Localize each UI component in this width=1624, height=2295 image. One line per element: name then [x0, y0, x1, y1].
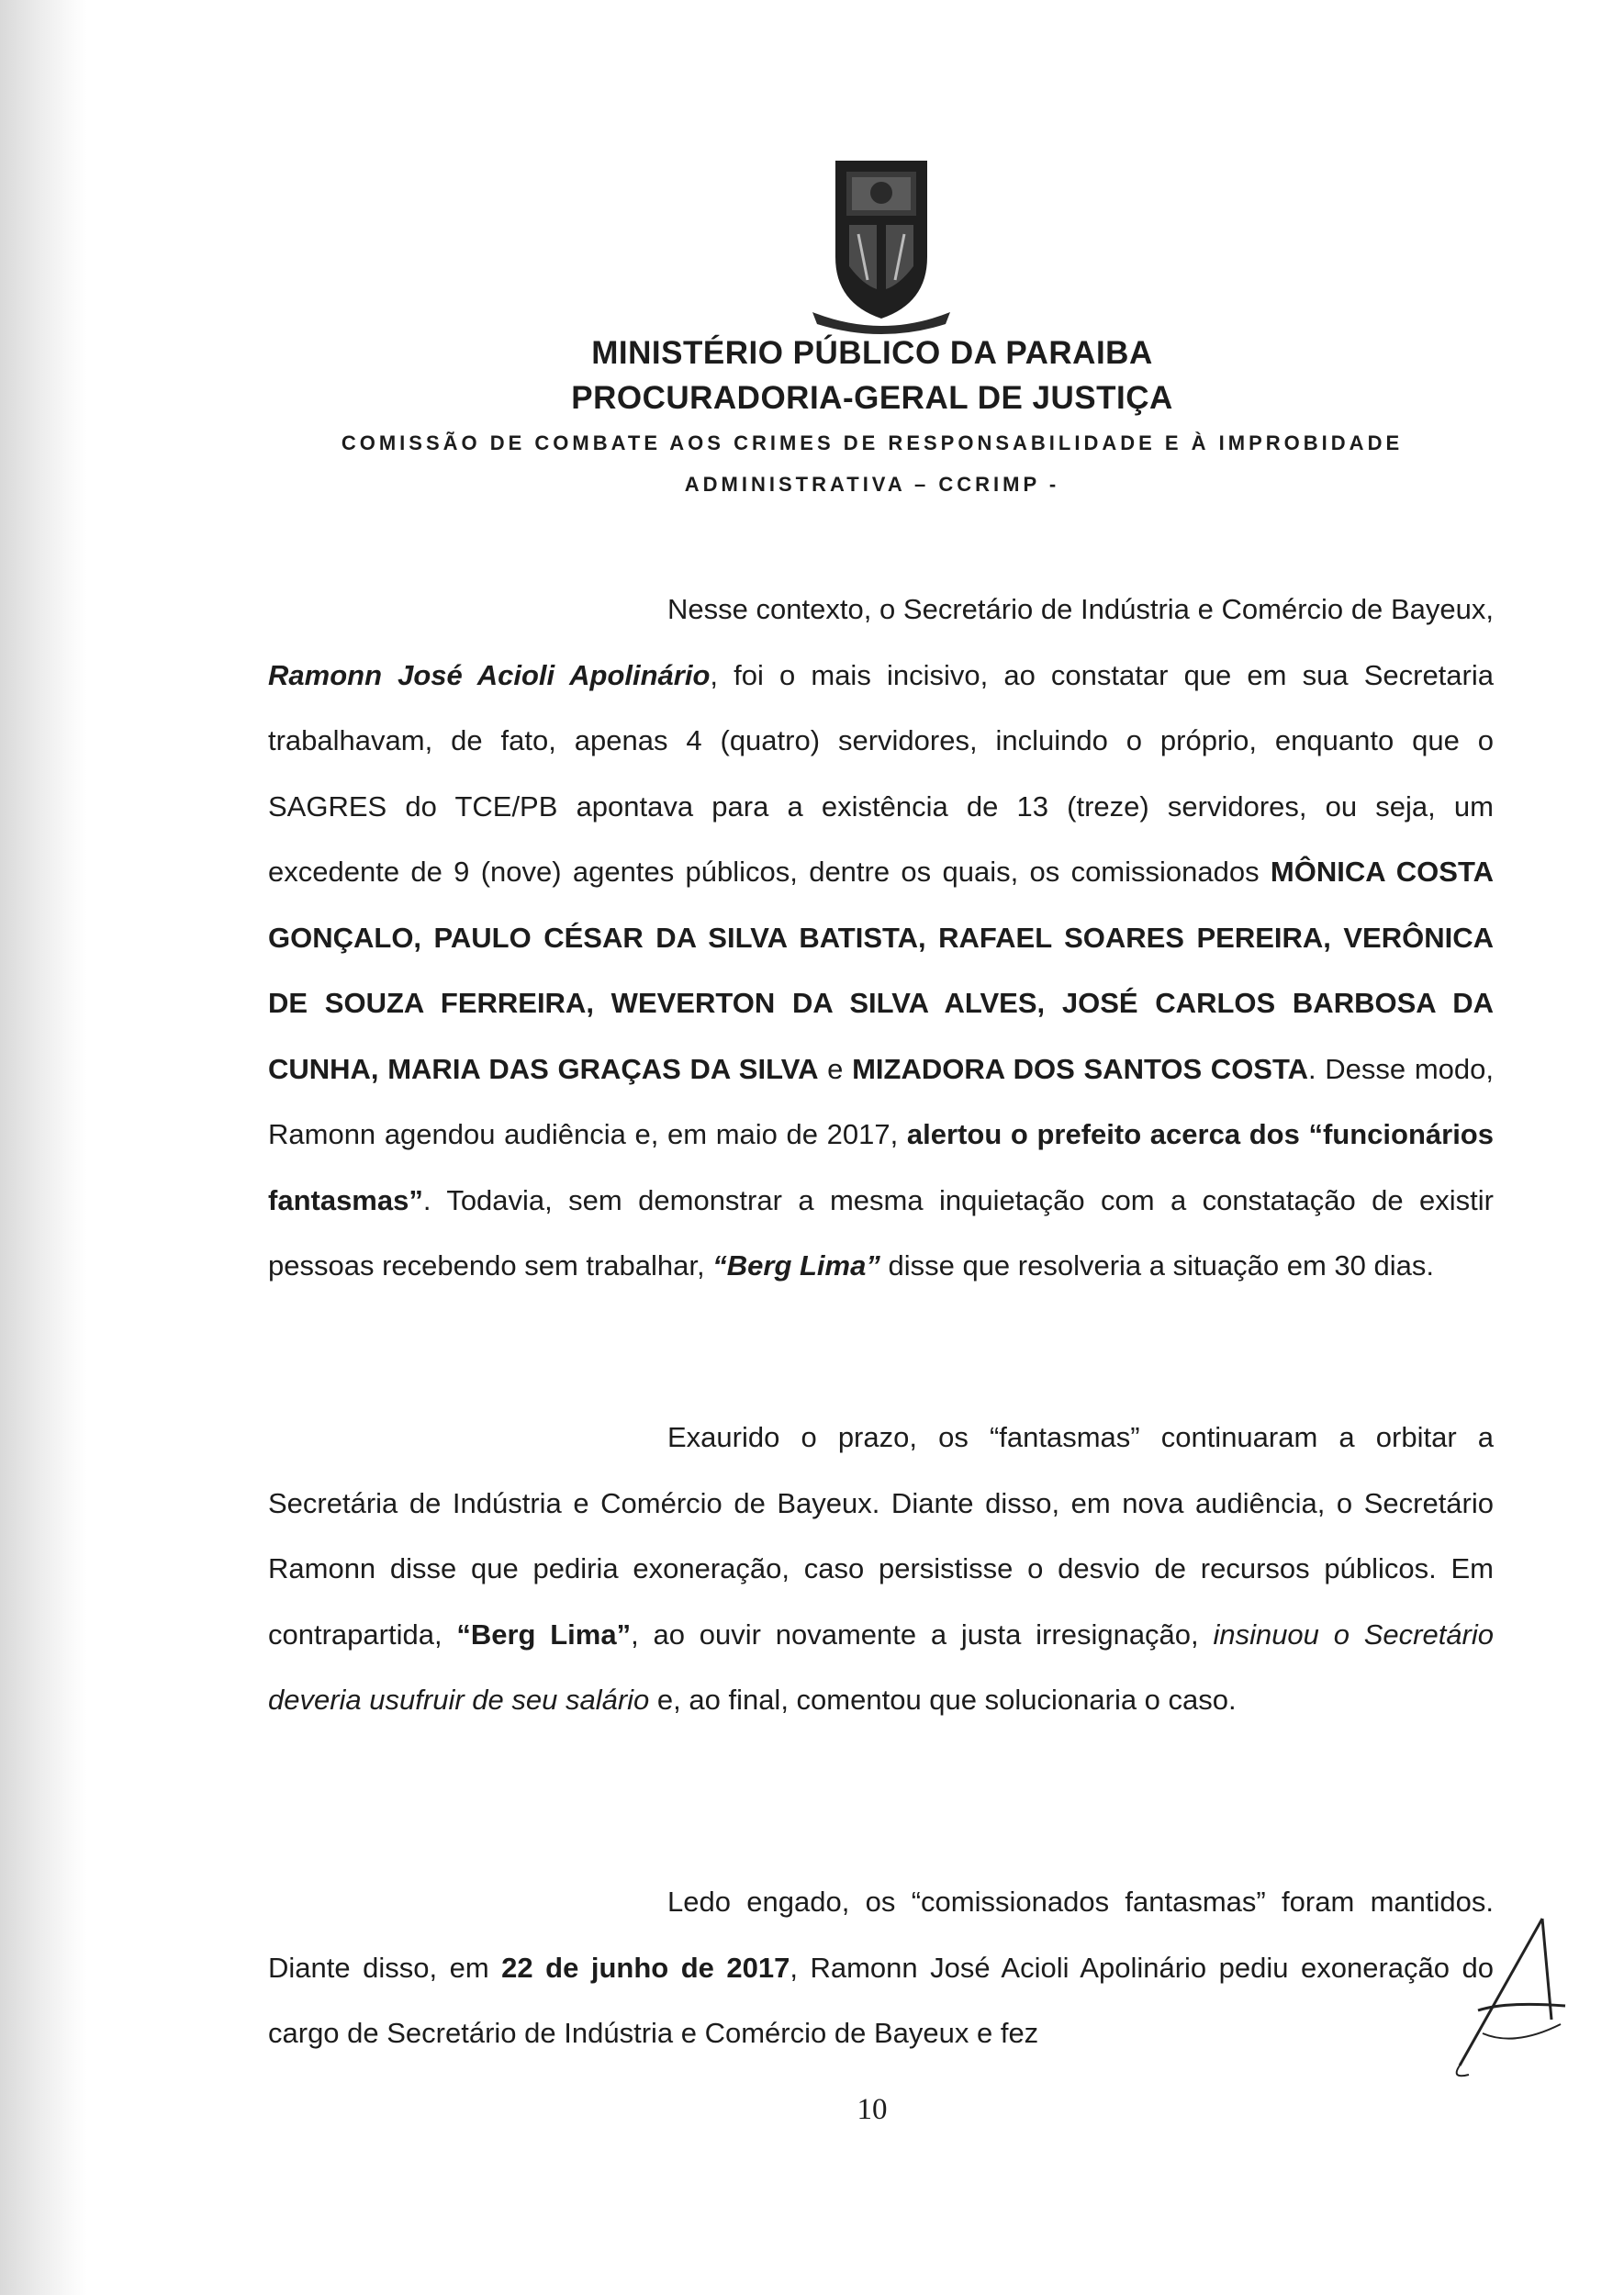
p1-last-name: MIZADORA DOS SANTOS COSTA: [852, 1052, 1308, 1085]
commission-title-line1: COMISSÃO DE COMBATE AOS CRIMES DE RESPONSABILIDADE E À IMPROBIDADE: [341, 431, 1404, 454]
page-number: 10: [857, 2093, 888, 2126]
p1-berg-lima: “Berg Lima”: [712, 1249, 880, 1282]
ministry-title: MINISTÉRIO PÚBLICO DA PARAIBA: [591, 335, 1153, 371]
p3-text-1: Ledo engado, os “comissionados fantasmas” foram mantidos. Diante disso, em: [268, 1886, 1494, 1984]
commission-title-line2: ADMINISTRATIVA – CCRIMP -: [684, 473, 1060, 496]
p3-date: 22 de junho de 2017: [501, 1951, 790, 1984]
paragraph-1: [268, 577, 1494, 1299]
p1-text-1: Nesse contexto, o Secretário de Indústria e Comércio de Bayeux,: [667, 593, 1494, 625]
p1-text-5: disse que resolveria a situação em 30 dias.: [879, 1249, 1434, 1282]
p1-names-list: MÔNICA COSTA GONÇALO, PAULO CÉSAR DA SILVA BATISTA, RAFAEL SOARES PEREIRA, VERÔNICA DE SOUZA FERREIRA, WEVERTON DA SILVA ALVES, JOSÉ CARLOS BARBOSA DA CUNHA, MARIA DAS GRAÇAS DA SILVA: [268, 856, 1494, 1085]
scan-shadow-edge: [0, 0, 87, 2295]
p2-text-3: e, ao final, comentou que solucionaria o caso.: [649, 1684, 1237, 1716]
p2-berg-lima: “Berg Lima”: [456, 1618, 632, 1651]
signature-icon: [1441, 1909, 1579, 2093]
coat-of-arms-icon: [808, 151, 955, 335]
p1-text-2: , foi o mais incisivo, ao constatar que em sua Secretaria trabalhavam, de fato, apenas 4 (quatro) servidores, incluindo o próprio, enquanto que o SAGRES do TCE/PB apontava para a existência de 13 (treze) servidores, ou seja, um excedente de 9 (nove) agentes públicos, dentre os quais, os comissionados: [268, 658, 1494, 888]
p1-text-3: . Desse modo, Ramonn agendou audiência e, em maio de 2017,: [268, 1052, 1494, 1150]
p3-text-2: , Ramonn José Acioli Apolinário pediu exoneração do cargo de Secretário de Indústria e Comércio de Bayeux e fez: [268, 1951, 1494, 2049]
p1-conjunction: e: [818, 1052, 853, 1085]
p2-text-2: , ao ouvir novamente a justa irresignação,: [631, 1618, 1214, 1651]
p1-alert: alertou o prefeito acerca dos “funcionários fantasmas”: [268, 1118, 1494, 1216]
paragraph-3: [268, 1869, 1494, 2066]
p1-name-ramonn: Ramonn José Acioli Apolinário: [268, 658, 711, 691]
p1-text-4: . Todavia, sem demonstrar a mesma inquietação com a constatação de existir pessoas recebendo sem trabalhar,: [268, 1183, 1494, 1282]
procuradoria-title: PROCURADORIA-GERAL DE JUSTIÇA: [571, 380, 1173, 416]
paragraph-2: [268, 1405, 1494, 1733]
p2-text-1: Exaurido o prazo, os “fantasmas” continuaram a orbitar a Secretária de Indústria e Comércio de Bayeux. Diante disso, em nova audiência, o Secretário Ramonn disse que pediria exoneração, caso persistisse o desvio de recursos públicos. Em contrapartida,: [268, 1421, 1494, 1651]
p2-insinuou: insinuou o Secretário deveria usufruir de seu salário: [268, 1618, 1495, 1716]
